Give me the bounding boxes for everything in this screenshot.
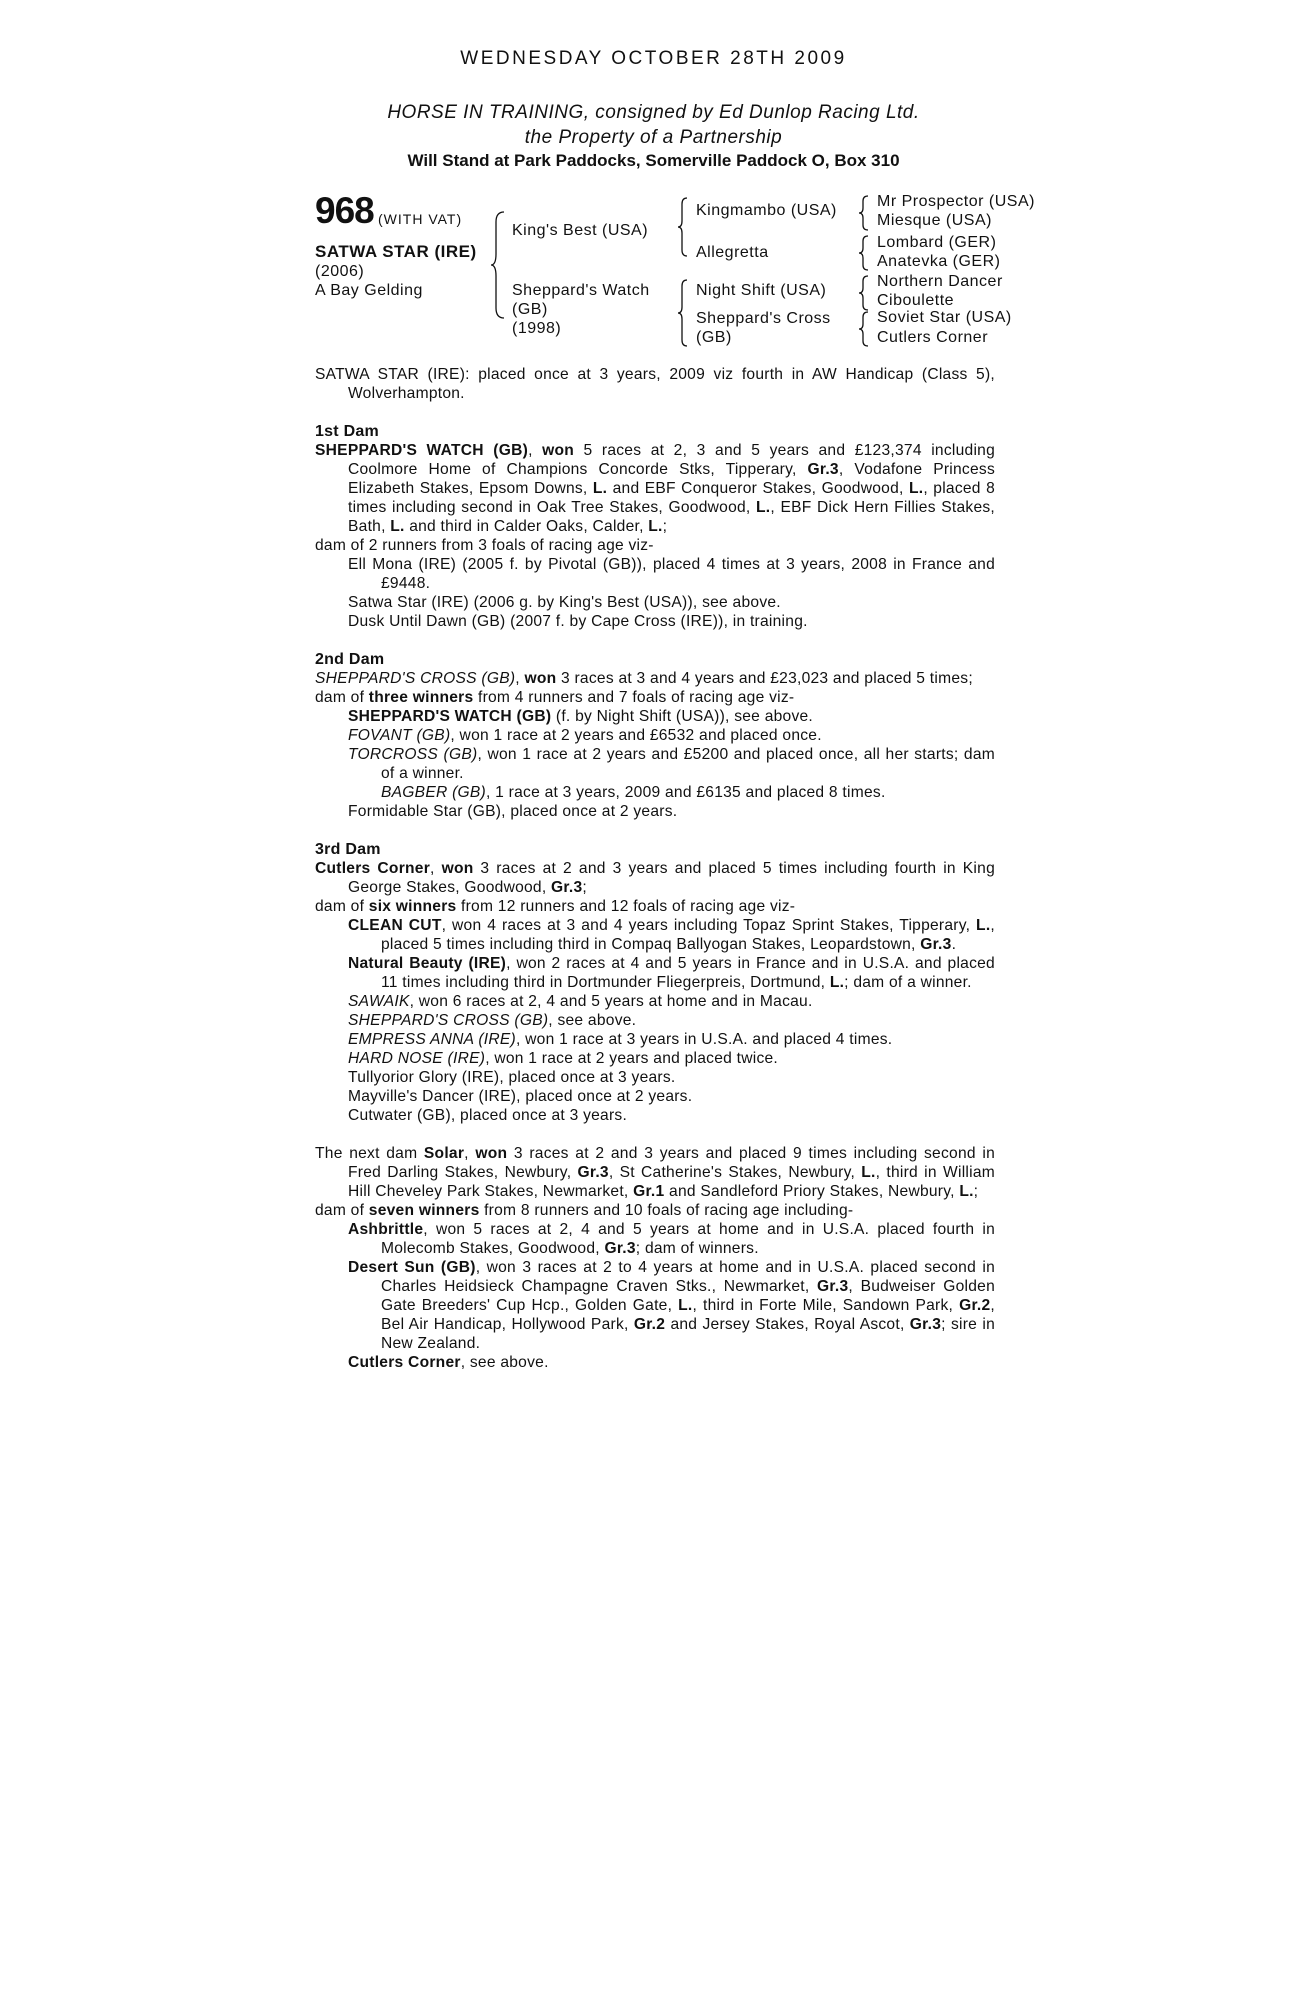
pedigree-sds: Lombard (GER) — [877, 234, 997, 251]
stand-location: Will Stand at Park Paddocks, Somerville Paddock O, Box 310 — [407, 151, 900, 170]
pedigree-brace-dam — [677, 278, 689, 348]
pedigree-sire-sire: Kingmambo (USA) — [696, 202, 837, 219]
sale-date: WEDNESDAY OCTOBER 28TH 2009 — [460, 48, 847, 69]
consignment-line: HORSE IN TRAINING, consigned by Ed Dunlop Racing Ltd. — [387, 102, 920, 123]
produce-item: Dusk Until Dawn (GB) (2007 f. by Cape Cross (IRE)), in training. — [348, 613, 808, 630]
pedigree-sdd: Anatevka (GER) — [877, 253, 1001, 270]
produce-item: TORCROSS (GB), won 1 race at 2 years and £5200 and placed once, all her starts; dam of a winner. — [348, 746, 995, 782]
next-dam-record: The next dam Solar, won 3 races at 2 and 3 years and placed 9 times including second in Fred Darling Stakes, Newbury, Gr.3, St Catherine's Stakes, Newbury, L., third in William Hill Cheveley Park Stakes, Newmarket, Gr.1 and Sandleford Priory Stakes, Newbury, L.; — [315, 1145, 996, 1200]
second-dam-heading: 2nd Dam — [315, 651, 385, 668]
won-label: won — [542, 442, 575, 459]
produce-item: Formidable Star (GB), placed once at 2 years. — [348, 803, 678, 820]
produce-item: SHEPPARD'S CROSS (GB), see above. — [348, 1012, 637, 1029]
produce-item: FOVANT (GB), won 1 race at 2 years and £6532 and placed once. — [348, 727, 822, 744]
pedigree-sire-dam: Allegretta — [696, 244, 769, 261]
pedigree-ddd: Cutlers Corner — [877, 329, 989, 346]
first-dam-heading: 1st Dam — [315, 423, 379, 440]
pedigree-brace-main — [490, 210, 506, 320]
next-dam-name: Solar — [423, 1145, 465, 1162]
third-dam-record: Cutlers Corner, won 3 races at 2 and 3 years and placed 5 times including fourth in King George Stakes, Goodwood, Gr.3; — [315, 860, 995, 896]
pedigree-brace-dd — [858, 310, 870, 348]
horse-description: A Bay Gelding — [315, 282, 423, 299]
produce-item: Cutlers Corner, see above. — [348, 1354, 549, 1371]
third-dam-heading: 3rd Dam — [315, 841, 381, 858]
pedigree-dsd: Ciboulette — [877, 292, 955, 309]
horse-year: (2006) — [315, 263, 365, 280]
pedigree-brace-sire — [677, 196, 689, 258]
pedigree-sire: King's Best (USA) — [512, 222, 649, 239]
next-dam-produce: dam of seven winners from 8 runners and 10 foals of racing age including- — [315, 1202, 854, 1219]
third-dam-name: Cutlers Corner — [315, 860, 431, 877]
second-dam-produce: dam of three winners from 4 runners and 7 foals of racing age viz- — [315, 689, 795, 706]
pedigree-dam-line3: (1998) — [512, 320, 562, 337]
pedigree-dds: Soviet Star (USA) — [877, 309, 1012, 326]
produce-item: Ell Mona (IRE) (2005 f. by Pivotal (GB)), placed 4 times at 3 years, 2008 in France and £9448. — [348, 556, 995, 592]
pedigree-brace-ds — [858, 274, 870, 312]
first-dam-name: SHEPPARD'S WATCH (GB) — [315, 442, 529, 459]
pedigree-dam-dam-line1: Sheppard's Cross — [696, 310, 831, 327]
vat-note: (WITH VAT) — [378, 211, 463, 227]
produce-item: Cutwater (GB), placed once at 3 years. — [348, 1107, 628, 1124]
horse-name: SATWA STAR (IRE) — [315, 242, 477, 261]
catalogue-body — [315, 365, 995, 1372]
produce-item: Tullyorior Glory (IRE), placed once at 3 years. — [348, 1069, 676, 1086]
first-dam-record: SHEPPARD'S WATCH (GB), won 5 races at 2, 3 and 5 years and £123,374 including Coolmore Home of Champions Concorde Stks, Tipperary, Gr.3, Vodafone Princess Elizabeth Stakes, Epsom Downs, L. and EBF Conqueror Stakes, Goodwood, L., placed 8 times including second in Oak Tree Stakes, Goodwood, L., EBF Dick Hern Fillies Stakes, Bath, L. and third in Calder Oaks, Calder, L.; — [315, 442, 996, 535]
pedigree-dam-line2: (GB) — [512, 301, 548, 318]
produce-item: Ashbrittle, won 5 races at 2, 4 and 5 years at home and in U.S.A. placed fourth in Molecomb Stakes, Goodwood, Gr.3; dam of winners. — [348, 1221, 995, 1257]
pedigree-brace-ss — [858, 194, 870, 232]
pedigree-brace-sd — [858, 234, 870, 272]
pedigree-dam-line1: Sheppard's Watch — [512, 282, 650, 299]
produce-item: CLEAN CUT, won 4 races at 3 and 4 years including Topaz Sprint Stakes, Tipperary, L., placed 5 times including third in Compaq Ballyogan Stakes, Leopardstown, Gr.3. — [348, 917, 995, 953]
pedigree-dss: Northern Dancer — [877, 273, 1003, 290]
produce-item: BAGBER (GB), 1 race at 3 years, 2009 and £6135 and placed 8 times. — [381, 784, 886, 801]
pedigree-dam-dam-line2: (GB) — [696, 329, 732, 346]
first-dam-produce: dam of 2 runners from 3 foals of racing age viz- — [315, 537, 654, 554]
produce-item: EMPRESS ANNA (IRE), won 1 race at 3 years in U.S.A. and placed 4 times. — [348, 1031, 893, 1048]
produce-item: Satwa Star (IRE) (2006 g. by King's Best (USA)), see above. — [348, 594, 781, 611]
second-dam-name: SHEPPARD'S CROSS (GB) — [315, 670, 516, 687]
lot-number: 968 — [315, 190, 374, 231]
produce-item: HARD NOSE (IRE), won 1 race at 2 years and placed twice. — [348, 1050, 779, 1067]
third-dam-produce: dam of six winners from 12 runners and 12 foals of racing age viz- — [315, 898, 796, 915]
produce-item: SHEPPARD'S WATCH (GB) (f. by Night Shift (USA)), see above. — [348, 708, 814, 725]
produce-item: Desert Sun (GB), won 3 races at 2 to 4 years at home and in U.S.A. placed second in Charles Heidsieck Champagne Craven Stks., Newmarket, Gr.3, Budweiser Golden Gate Breeders' Cup Hcp., Golden Gate, L., third in Forte Mile, Sandown Park, Gr.2, Bel Air Handicap, Hollywood Park, Gr.2 and Jersey Stakes, Royal Ascot, Gr.3; sire in New Zealand. — [348, 1259, 996, 1352]
produce-item: Mayville's Dancer (IRE), placed once at 2 years. — [348, 1088, 693, 1105]
pedigree-ssd: Miesque (USA) — [877, 212, 992, 229]
race-record-summary: SATWA STAR (IRE): placed once at 3 years, 2009 viz fourth in AW Handicap (Class 5), Wolverhampton. — [315, 366, 995, 402]
produce-item: Natural Beauty (IRE), won 2 races at 4 and 5 years in France and in U.S.A. and placed 11 times including third in Dortmunder Fliegerpreis, Dortmund, L.; dam of a winner. — [348, 955, 995, 991]
property-line: the Property of a Partnership — [524, 127, 783, 148]
produce-item: SAWAIK, won 6 races at 2, 4 and 5 years at home and in Macau. — [348, 993, 813, 1010]
second-dam-record: SHEPPARD'S CROSS (GB), won 3 races at 3 and 4 years and £23,023 and placed 5 times; — [315, 670, 973, 687]
pedigree-dam-sire: Night Shift (USA) — [696, 282, 827, 299]
pedigree-sss: Mr Prospector (USA) — [877, 193, 1035, 210]
